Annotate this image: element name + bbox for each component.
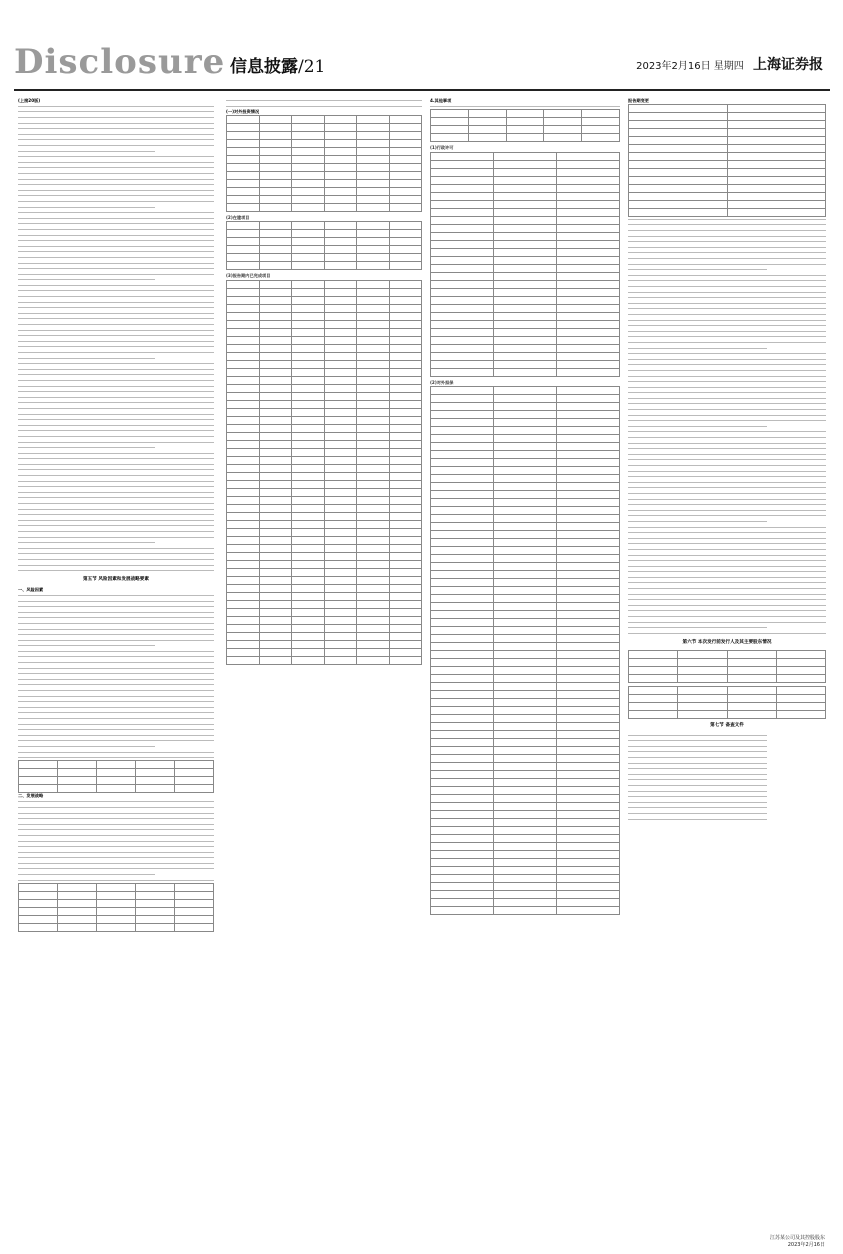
- column-2-table-title-2: (3)报告期内已完成项目: [226, 273, 271, 279]
- column-1-subhead-2: 二、发展战略: [18, 793, 44, 799]
- paper-name: 上海证券报: [753, 57, 823, 73]
- column-3-table-title-1: (1)行政许可: [430, 145, 454, 151]
- column-4-sub-heading: 第七节 备查文件: [710, 722, 744, 728]
- column-1: [18, 98, 214, 1236]
- column-3: [430, 98, 620, 1236]
- column-1-section-heading: 第五节 风险因素和发展战略要素: [83, 577, 149, 583]
- column-3-table-2: [430, 152, 620, 377]
- column-4-table-1: [628, 104, 826, 217]
- column-1-intro: (上接20版): [18, 98, 41, 103]
- column-2: [226, 98, 422, 1236]
- column-1-subhead-1: 一、风险因素: [18, 587, 44, 593]
- signature-footer: 江苏某公司及其控股股东 2023年2月16日: [769, 1235, 825, 1248]
- column-4-table-2: [628, 650, 826, 683]
- column-3-table-title-2: (2)对外担保: [430, 379, 454, 385]
- masthead-meta: [636, 54, 823, 74]
- column-2-table-1: [226, 115, 422, 212]
- issue-date: 2023年2月16日 星期四: [636, 61, 744, 72]
- column-4-table-3: [628, 686, 826, 719]
- header-rule: [14, 89, 830, 91]
- column-3-table-1: [430, 109, 620, 142]
- column-4: [628, 98, 826, 1236]
- column-2-table-title-1: (2)在建项目: [226, 214, 250, 220]
- page-number: /21: [298, 57, 326, 77]
- column-2-heading: (一)对外投资情况: [226, 109, 260, 115]
- column-4-section-heading: 第六节 本次发行前发行人及其主要股东情况: [682, 640, 772, 646]
- column-2-table-2: [226, 221, 422, 270]
- column-2-table-3: [226, 280, 422, 665]
- column-1-table-2: [18, 883, 214, 932]
- brand-title: Disclosure: [14, 42, 226, 82]
- masthead: [0, 40, 843, 84]
- section-name: 信息披露: [230, 57, 298, 77]
- column-3-table-3: [430, 386, 620, 915]
- section-title: [230, 52, 325, 77]
- column-1-table: [18, 760, 214, 793]
- column-3-heading: 4.其他事项: [430, 98, 452, 103]
- column-4-heading: 报告期变更: [628, 98, 649, 103]
